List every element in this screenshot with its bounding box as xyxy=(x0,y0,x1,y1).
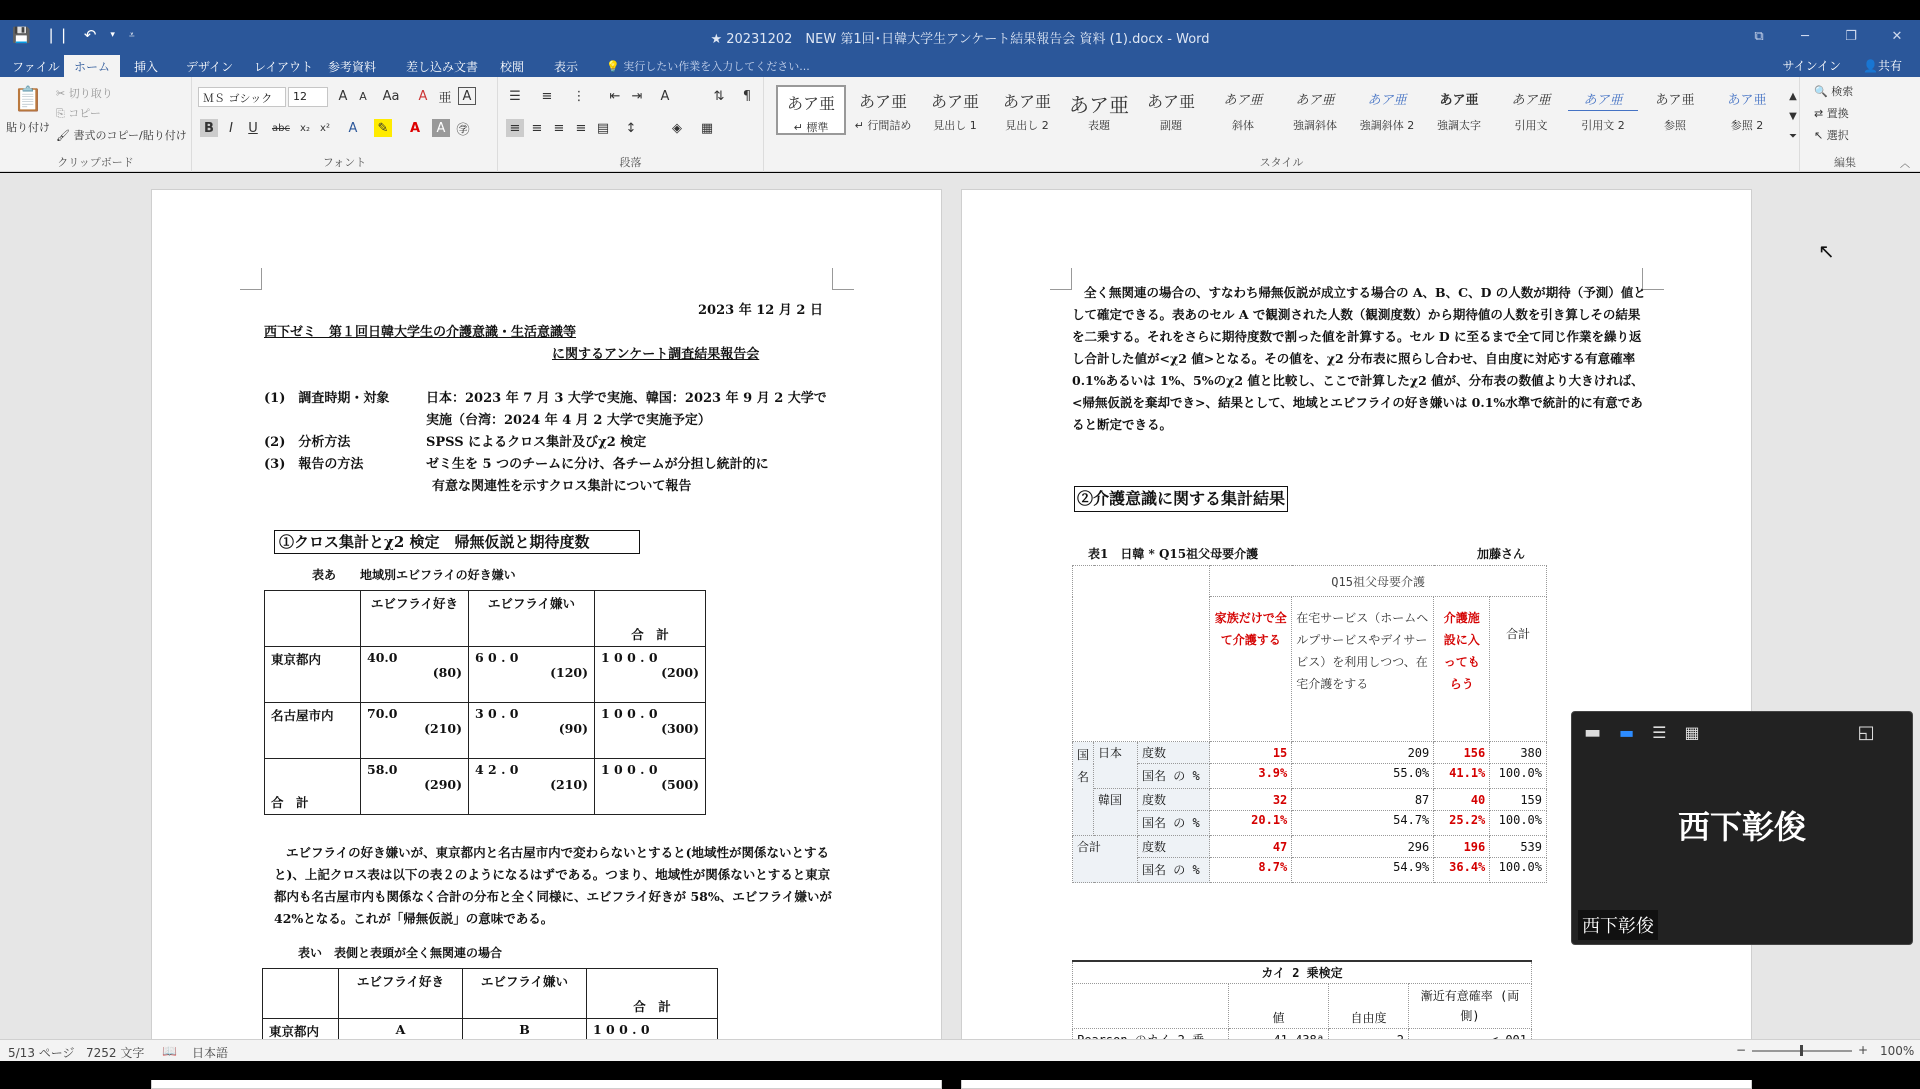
replace-button[interactable] xyxy=(1814,105,1849,121)
zoom-level[interactable]: 100% xyxy=(1880,1044,1915,1058)
style-name: 強調太字 xyxy=(1437,119,1481,132)
tab-view[interactable]: 表示 xyxy=(554,60,579,74)
chi-head-blank xyxy=(1073,984,1229,1029)
collapse-ribbon-icon[interactable]: ︿ xyxy=(1900,158,1910,170)
section2-heading: ②介護意識に関する集計結果 xyxy=(1074,486,1288,512)
screen-top-border xyxy=(0,0,1920,20)
find-label: 検索 xyxy=(1831,85,1854,98)
style-subtitle[interactable] xyxy=(1136,85,1206,135)
crosstab-corner xyxy=(1073,566,1210,742)
tab-review[interactable]: 校閲 xyxy=(500,60,525,74)
tableI-cell: B xyxy=(463,1019,587,1049)
align-right-icon[interactable]: ≡ xyxy=(553,120,565,136)
page-right[interactable] xyxy=(961,189,1752,1089)
item3-text-cont: 有意な関連性を示すクロス集計について報告 xyxy=(432,479,692,494)
style-heading1[interactable] xyxy=(920,85,990,135)
tableA-cell xyxy=(361,703,469,759)
doc-title-line1: 西下ゼミ 第１回日韓大学生の介護意識・生活意識等 xyxy=(264,325,577,340)
cell-pct: 40.0 xyxy=(367,650,398,665)
customize-qat-icon[interactable]: ⩡ xyxy=(128,29,135,41)
cell-total-home-n: 296 xyxy=(1292,836,1434,858)
cell-count: (120) xyxy=(550,665,588,680)
account-area xyxy=(1782,57,1902,74)
cell-kr-family-pct: 20.1% xyxy=(1210,811,1292,836)
style-sample: あア亜 xyxy=(1002,92,1051,111)
style-sample: あア亜 xyxy=(858,92,907,111)
row-korea: 韓国 xyxy=(1094,789,1138,836)
cell-count: (210) xyxy=(550,777,588,792)
style-name: 見出し 1 xyxy=(933,119,977,132)
styles-label: スタイル xyxy=(1259,156,1304,169)
decrease-indent-icon[interactable]: ⇤ xyxy=(609,88,621,104)
scissors-icon: ✂ xyxy=(56,87,69,100)
close-button[interactable]: ✕ xyxy=(1891,28,1903,44)
font-group-label: フォント xyxy=(322,156,367,169)
asian-layout-icon[interactable]: A xyxy=(660,88,670,104)
tableA xyxy=(264,590,706,815)
style-name: 副題 xyxy=(1160,119,1182,132)
style-intense-emphasis[interactable] xyxy=(1280,85,1350,135)
chi-head-df: 自由度 xyxy=(1329,984,1409,1029)
cell-jp-facility-n: 156 xyxy=(1434,742,1490,764)
row-measure: 国名 の % xyxy=(1138,858,1210,883)
copy-button[interactable] xyxy=(56,105,101,121)
style-name: 斜体 xyxy=(1232,119,1254,132)
tableA-cell xyxy=(361,647,469,703)
tableA-header-dislike: エビフライ嫌い xyxy=(469,591,595,647)
word-count[interactable]: 7252 文字 xyxy=(86,1046,145,1060)
speaker-view-icon[interactable]: ▬ xyxy=(1619,722,1635,742)
language[interactable]: 日本語 xyxy=(192,1046,229,1060)
cell-count: (300) xyxy=(661,721,699,736)
select-button[interactable] xyxy=(1814,127,1849,143)
paragraph-null-hypothesis: エビフライの好き嫌いが、東京都内と名古屋市内で変わらないとすると(地域性が関係ないとすると)、上記クロス表は以下の表２のようになるはずである。つまり、地域性が関係ないとすると東京都内も名古屋市内も関係なく合計の分布と全く同様に、エビフライ好きが 58%、エビフライ嫌いが 42%となる。これが「帰無仮説」の意味である。 xyxy=(274,845,832,926)
bold-icon[interactable]: B xyxy=(200,119,218,137)
item1-label: (1) 調査時期・対象 xyxy=(264,391,390,406)
cell-jp-home-n: 209 xyxy=(1292,742,1434,764)
find-button[interactable] xyxy=(1814,83,1853,99)
style-name: 参照 xyxy=(1664,119,1686,132)
align-center-icon[interactable]: ≡ xyxy=(531,120,543,136)
justify-icon[interactable]: ≡ xyxy=(575,120,587,136)
highlight-icon[interactable]: ✎ xyxy=(374,119,392,137)
cell-jp-family-n: 15 xyxy=(1210,742,1292,764)
tableI-cell: 1 0 0 . 0 xyxy=(587,1019,718,1049)
spss-chi-square-table xyxy=(1072,960,1532,1051)
font-size-combo[interactable]: 12 xyxy=(288,87,328,107)
style-sample: あア亜 xyxy=(1727,93,1767,108)
tab-file[interactable]: ファイル xyxy=(12,60,60,74)
table1-author: 加藤さん xyxy=(1477,547,1526,561)
italic-icon[interactable]: I xyxy=(229,120,233,136)
person-icon: 👤 xyxy=(1863,59,1878,73)
style-sample: あア亜 xyxy=(1655,93,1695,108)
row-measure: 国名 の % xyxy=(1138,764,1210,789)
style-sample: あア亜 xyxy=(1223,93,1263,108)
chi-head-value: 値 xyxy=(1229,984,1329,1029)
video-participant-window[interactable] xyxy=(1571,711,1913,945)
tableA-cell xyxy=(595,703,706,759)
chi-head-sig: 漸近有意確率 (両側) xyxy=(1409,984,1532,1029)
bullets-icon[interactable]: ☰ xyxy=(509,88,521,104)
cell-jp-facility-pct: 41.1% xyxy=(1434,764,1490,789)
sort-icon[interactable]: ⇅ xyxy=(713,88,725,104)
tableA-cell xyxy=(469,759,595,815)
row-total: 合計 xyxy=(1073,836,1138,883)
chi-title: カイ 2 乗検定 xyxy=(1073,961,1532,984)
style-intense-quote[interactable] xyxy=(1568,85,1638,135)
cell-total-facility-n: 196 xyxy=(1434,836,1490,858)
item1-text-cont: 実施（台湾：2024 年 4 月 2 大学で実施予定） xyxy=(426,413,711,428)
align-left-icon[interactable]: ≡ xyxy=(506,119,524,137)
paste-button[interactable]: 貼り付け xyxy=(6,121,50,134)
cell-kr-home-pct: 54.7% xyxy=(1292,811,1434,836)
editing-label: 編集 xyxy=(1834,156,1856,169)
table1-caption: 表1 日韓 * Q15祖父母要介護 xyxy=(1088,547,1259,561)
row-measure: 度数 xyxy=(1138,789,1210,811)
crop-mark xyxy=(832,268,854,290)
tableI-header-like: エビフライ好き xyxy=(339,969,463,1019)
style-name: ↵ 行間詰め xyxy=(854,119,912,132)
cell-total-family-n: 47 xyxy=(1210,836,1292,858)
cell-kr-home-n: 87 xyxy=(1292,789,1434,811)
share-label: 共有 xyxy=(1877,59,1902,73)
superscript-icon[interactable]: x² xyxy=(320,122,330,134)
tab-mailings[interactable]: 差し込み文書 xyxy=(406,60,479,74)
video-toolbar xyxy=(1572,712,1912,752)
cell-pct: 1 0 0 . 0 xyxy=(601,650,658,665)
char-shading-icon[interactable]: A xyxy=(432,119,450,137)
paragraph-label: 段落 xyxy=(619,156,642,169)
tableA-row-label: 名古屋市内 xyxy=(265,703,361,759)
zoom-slider-thumb[interactable] xyxy=(1800,1045,1803,1056)
style-subtle-reference[interactable] xyxy=(1640,85,1710,135)
cell-total-family-pct: 8.7% xyxy=(1210,858,1292,883)
style-normal[interactable] xyxy=(776,85,846,135)
cell-count: (210) xyxy=(424,721,462,736)
tableA-cell xyxy=(595,647,706,703)
col-family-only: 家族だけで全て介護する xyxy=(1210,597,1292,742)
group-paragraph xyxy=(498,77,764,172)
cell-count: (90) xyxy=(558,721,588,736)
mouse-cursor-icon: ↖ xyxy=(1818,239,1835,263)
cell-jp-family-pct: 3.9% xyxy=(1210,764,1292,789)
status-bar xyxy=(0,1039,1920,1061)
change-case-icon[interactable]: Aa xyxy=(382,88,400,104)
tableA-caption: 表あ 地域別エビフライの好き嫌い xyxy=(312,568,516,582)
page-left[interactable] xyxy=(151,189,942,1089)
tableI xyxy=(262,968,718,1049)
participant-name-large: 西下彰俊 xyxy=(1677,808,1806,846)
styles-scroll-up-icon[interactable]: ▲ xyxy=(1789,90,1797,102)
styles-scroll-down-icon[interactable]: ▼ xyxy=(1789,110,1797,122)
tableA-cell xyxy=(595,759,706,815)
group-clipboard xyxy=(0,77,192,172)
undo-dropdown-icon[interactable]: ▾ xyxy=(110,30,115,40)
tab-layout[interactable]: レイアウト xyxy=(254,60,314,74)
style-sample: あア亜 xyxy=(786,94,835,113)
cell-pct: 6 0 . 0 xyxy=(475,650,519,665)
tableA-row-label: 東京都内 xyxy=(265,647,361,703)
tableI-header-total: 合 計 xyxy=(587,969,718,1019)
tableA-row-label: 合 計 xyxy=(265,759,361,815)
tab-home[interactable]: ホーム xyxy=(64,55,120,77)
tableI-cell: A xyxy=(339,1019,463,1049)
tableI-header-dislike: エビフライ嫌い xyxy=(463,969,587,1019)
cell-jp-total-n: 380 xyxy=(1490,742,1547,764)
style-intense-reference[interactable] xyxy=(1712,85,1782,135)
item1-text: 日本：2023 年 7 月 3 大学で実施、韓国：2023 年 9 月 2 大学で xyxy=(426,391,827,406)
cell-count: (500) xyxy=(661,777,699,792)
row-measure: 国名 の % xyxy=(1138,811,1210,836)
minimize-video-icon[interactable]: ▬ xyxy=(1584,721,1602,743)
item3-label: (3) 報告の方法 xyxy=(264,457,364,472)
row-measure: 度数 xyxy=(1138,836,1210,858)
search-icon: 🔍 xyxy=(1814,85,1832,98)
underline-icon[interactable]: U xyxy=(248,120,258,136)
touch-mode-icon[interactable]: ❘❘ xyxy=(44,26,70,44)
undo-icon[interactable]: ↶ xyxy=(83,26,97,44)
tableA-header-like: エビフライ好き xyxy=(361,591,469,647)
select-label: 選択 xyxy=(1826,129,1849,142)
tableA-cell xyxy=(469,647,595,703)
style-title[interactable] xyxy=(1064,85,1134,135)
borders-icon[interactable]: ▦ xyxy=(700,120,714,136)
copy-label: コピー xyxy=(68,107,101,120)
styles-more-icon[interactable]: ⏷ xyxy=(1789,130,1797,142)
grow-font-icon[interactable]: A xyxy=(338,88,348,104)
replace-icon: ⇄ xyxy=(1814,107,1827,120)
col-total: 合計 xyxy=(1490,597,1547,742)
screen-bottom-border xyxy=(0,1061,1920,1080)
window-controls xyxy=(1736,20,1920,52)
strip-view-icon[interactable]: ☰ xyxy=(1652,722,1667,742)
section1-heading: ①クロス集計とχ2 検定 帰無仮説と期待度数 xyxy=(274,530,640,554)
ribbon-tabs xyxy=(0,52,1920,77)
style-name: 強調斜体 xyxy=(1293,119,1337,132)
style-name: 引用文 2 xyxy=(1581,119,1625,132)
cell-total-total-n: 539 xyxy=(1490,836,1547,858)
item3-text: ゼミ生を 5 つのチームに分け、各チームが分担し統計的に xyxy=(426,457,769,472)
subscript-icon[interactable]: x₂ xyxy=(300,122,310,134)
row-japan: 日本 xyxy=(1094,742,1138,789)
cell-pct: 58.0 xyxy=(367,762,398,777)
tableI-row-label: 東京都内 xyxy=(263,1019,339,1049)
enclose-char-icon[interactable]: ㊫ xyxy=(456,122,470,138)
paragraph-chi-square: 全く無関連の場合の、すなわち帰無仮説が成立する場合の A、B、C、D の人数が期待（予測）値として確定できる。表あのセル A で観測された人数（観測度数）から期待値の人数を引き算しその結果を二乗する。それをさらに期待度数で割った値を計算する。セル D に至るまで全て同じ作業を繰り返し合計した値が<χ2 値>となる。その値を、χ2 分布表に照らし合わせ、自由度に対応する有意確率 0.1%あるいは 1%、5%のχ2 値と比較し、ここで計算したχ2 値が、分布表の数値より大きければ、<帰無仮説を棄却でき>、結果として、地域とエビフライの好き嫌いは 0.1%水準で統計的に有意であると断定できる。 xyxy=(1072,285,1646,432)
exit-minimized-icon[interactable]: ◱ xyxy=(1857,721,1875,743)
tableI-caption: 表い 表側と表頭が全く無関連の場合 xyxy=(298,946,503,960)
ribbon-home xyxy=(0,77,1920,172)
char-border-icon[interactable]: A xyxy=(458,87,476,105)
tableA-header-total: 合 計 xyxy=(595,591,706,647)
cell-pct: 4 2 . 0 xyxy=(475,762,519,777)
show-marks-icon[interactable]: ¶ xyxy=(742,88,752,104)
style-subtle-emphasis[interactable] xyxy=(1352,85,1422,135)
proofing-icon[interactable]: 📖 xyxy=(162,1044,177,1058)
style-name: 見出し 2 xyxy=(1005,119,1049,132)
style-sample: あア亜 xyxy=(1367,93,1407,108)
tableA-cell xyxy=(469,703,595,759)
item2-label: (2) 分析方法 xyxy=(264,435,351,450)
paste-icon[interactable]: 📋 xyxy=(13,85,43,113)
style-name: 強調斜体 2 xyxy=(1359,119,1415,132)
save-icon[interactable]: 💾 xyxy=(12,26,31,44)
ribbon-display-options-icon[interactable]: ⧉ xyxy=(1754,28,1764,44)
restore-button[interactable]: ❐ xyxy=(1845,28,1857,44)
style-heading2[interactable] xyxy=(992,85,1062,135)
tableI-header-blank xyxy=(263,969,339,1019)
style-sample: あア亜 xyxy=(1069,93,1129,117)
group-editing xyxy=(1800,77,1890,172)
zoom-in-icon[interactable]: + xyxy=(1858,1043,1869,1057)
format-painter-button[interactable] xyxy=(56,127,187,143)
distributed-icon[interactable]: ▤ xyxy=(596,120,610,136)
style-sample: あア亜 xyxy=(1146,92,1195,111)
numbering-icon[interactable]: ≡ xyxy=(541,88,553,104)
cell-jp-home-pct: 55.0% xyxy=(1292,764,1434,789)
cell-pct: 1 0 0 . 0 xyxy=(601,706,658,721)
gallery-view-icon[interactable]: ▦ xyxy=(1684,722,1700,742)
col-facility: 介護施設に入ってもらう xyxy=(1434,597,1490,742)
lightbulb-icon: 💡 xyxy=(606,60,624,73)
cell-total-facility-pct: 36.4% xyxy=(1434,858,1490,883)
style-name: 表題 xyxy=(1088,119,1110,132)
spss-crosstab xyxy=(1072,565,1547,883)
doc-title-line2: に関するアンケート調査結果報告会 xyxy=(552,347,760,362)
copy-icon: ⎘ xyxy=(56,107,69,120)
cell-pct: 70.0 xyxy=(367,706,398,721)
cut-button[interactable] xyxy=(56,85,113,101)
tell-me-placeholder: 実行したい作業を入力してください... xyxy=(623,60,810,73)
cell-pct: 3 0 . 0 xyxy=(475,706,519,721)
page-count[interactable]: 5/13 ページ xyxy=(8,1046,75,1060)
cell-count: (290) xyxy=(424,777,462,792)
text-effects-icon[interactable]: A xyxy=(348,120,358,136)
cell-total-total-pct: 100.0% xyxy=(1490,858,1547,883)
style-sample: あア亜 xyxy=(1439,93,1479,108)
tab-references[interactable]: 参考資料 xyxy=(328,60,377,74)
crop-mark xyxy=(1050,268,1072,290)
cell-kr-facility-n: 40 xyxy=(1434,789,1490,811)
item2-text: SPSS によるクロス集計及びχ2 検定 xyxy=(426,435,647,450)
zoom-out-icon[interactable]: − xyxy=(1736,1043,1747,1057)
style-emphasis[interactable] xyxy=(1208,85,1278,135)
phonetic-guide-icon[interactable]: 亜 xyxy=(438,90,452,106)
style-sample: あア亜 xyxy=(1568,89,1638,111)
increase-indent-icon[interactable]: ⇥ xyxy=(631,88,643,104)
col-home-service: 在宅サービス（ホームヘルプサービスやデイサービス）を利用しつつ、在宅介護をする xyxy=(1292,597,1434,742)
replace-label: 置換 xyxy=(1826,107,1849,120)
cell-kr-facility-pct: 25.2% xyxy=(1434,811,1490,836)
cut-label: 切り取り xyxy=(68,87,113,100)
style-sample: あア亜 xyxy=(930,92,979,111)
format-painter-label: 書式のコピー/貼り付け xyxy=(73,129,187,142)
cell-count: (80) xyxy=(432,665,462,680)
tell-me-box[interactable] xyxy=(606,58,810,74)
share-button[interactable] xyxy=(1863,57,1902,74)
cursor-icon: ↖ xyxy=(1814,129,1827,142)
style-strong[interactable] xyxy=(1424,85,1494,135)
tab-design[interactable]: デザイン xyxy=(186,60,234,74)
style-name: 引用文 xyxy=(1514,119,1548,132)
font-color-icon[interactable]: A xyxy=(409,120,421,136)
strikethrough-icon[interactable]: abc xyxy=(272,122,290,134)
style-sample: あア亜 xyxy=(1511,93,1551,108)
title-bar xyxy=(0,20,1920,52)
clipboard-label: クリップボード xyxy=(57,156,134,169)
cell-kr-family-n: 32 xyxy=(1210,789,1292,811)
shrink-font-icon[interactable]: A xyxy=(359,89,367,103)
crop-mark xyxy=(240,268,262,290)
style-quote[interactable] xyxy=(1496,85,1566,135)
style-sample: あア亜 xyxy=(1295,93,1335,108)
brush-icon: 🖌 xyxy=(56,129,74,142)
window-title: ★ 20231202 NEW 第1回･日韓大学生アンケート結果報告会 資料 (1).docx - Word xyxy=(710,32,1210,47)
cell-kr-total-n: 159 xyxy=(1490,789,1547,811)
cell-kr-total-pct: 100.0% xyxy=(1490,811,1547,836)
style-name: ↵ 標準 xyxy=(793,121,829,134)
signin-link[interactable]: サインイン xyxy=(1782,59,1842,73)
cell-jp-total-pct: 100.0% xyxy=(1490,764,1547,789)
font-name-combo[interactable]: ＭＳ ゴシック xyxy=(198,87,286,107)
style-name: 参照 2 xyxy=(1730,119,1764,132)
multilevel-list-icon[interactable]: ⋮ xyxy=(572,88,586,104)
group-styles xyxy=(764,77,1800,172)
participant-name-label: 西下彰俊 xyxy=(1578,910,1658,940)
group-font xyxy=(192,77,498,172)
clear-format-icon[interactable]: A xyxy=(418,88,428,104)
cell-count: (200) xyxy=(661,665,699,680)
style-no-spacing[interactable] xyxy=(848,85,918,135)
tableA-cell xyxy=(361,759,469,815)
doc-date: 2023 年 12 月 2 日 xyxy=(698,303,823,318)
cell-total-home-pct: 54.9% xyxy=(1292,858,1434,883)
shading-icon[interactable]: ◈ xyxy=(672,120,682,136)
minimize-button[interactable]: ─ xyxy=(1801,28,1809,44)
crosstab-q15-header: Q15祖父母要介護 xyxy=(1210,566,1547,597)
row-measure: 度数 xyxy=(1138,742,1210,764)
cell-pct: 1 0 0 . 0 xyxy=(601,762,658,777)
tab-insert[interactable]: 挿入 xyxy=(134,60,159,74)
line-spacing-icon[interactable]: ↕ xyxy=(625,120,637,136)
tableA-header-blank xyxy=(265,591,361,647)
row-group-country: 国名 xyxy=(1073,742,1094,836)
